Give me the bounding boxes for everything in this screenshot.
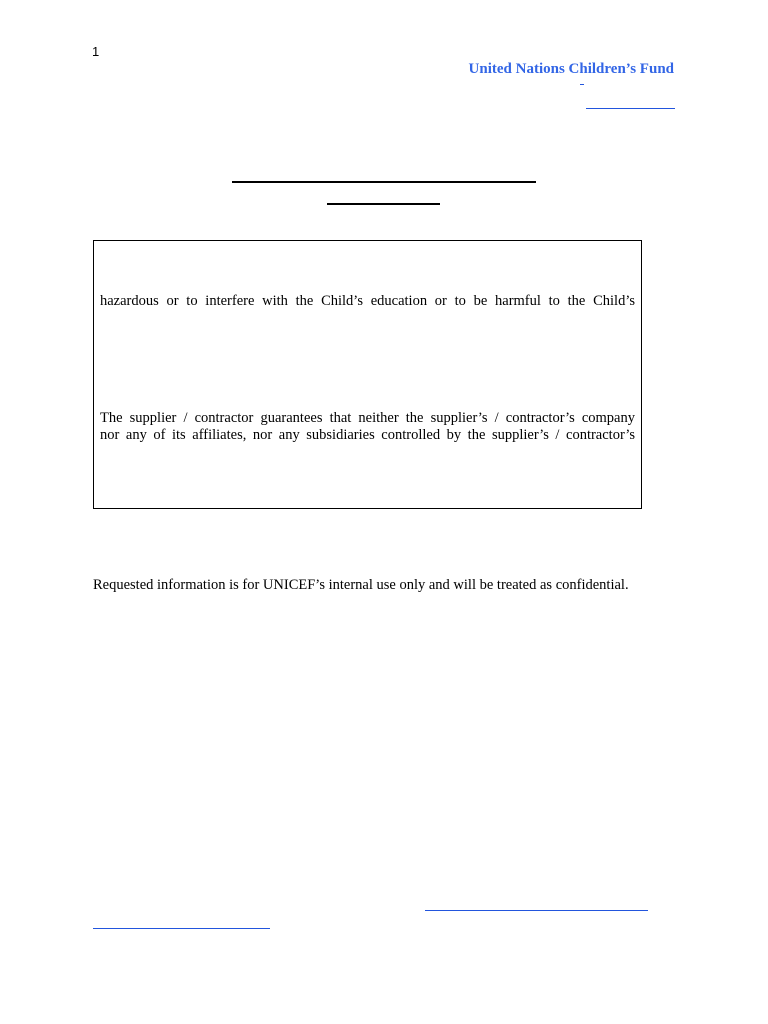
confidentiality-notice: Requested information is for UNICEF’s internal use only and will be treated as confidential. — [93, 577, 629, 593]
clause-line: nor any of its affiliates, nor any subsidiaries controlled by the supplier’s / contractor’s — [100, 427, 635, 443]
footer-link-rule[interactable] — [93, 928, 270, 929]
child-labour-clause-box — [93, 240, 642, 509]
organization-name: United Nations Children’s Fund — [468, 61, 674, 77]
subtitle-rule — [327, 203, 440, 205]
clause-line: hazardous or to interfere with the Child’s education or to be harmful to the Child’s — [100, 293, 635, 309]
footer-link-rule[interactable] — [425, 910, 648, 911]
header-link-mark — [580, 84, 584, 85]
header-link-rule[interactable] — [586, 108, 675, 109]
page-number: 1 — [92, 44, 100, 59]
clause-line: The supplier / contractor guarantees that neither the supplier’s / contractor’s company — [100, 410, 635, 426]
title-rule — [232, 181, 536, 183]
